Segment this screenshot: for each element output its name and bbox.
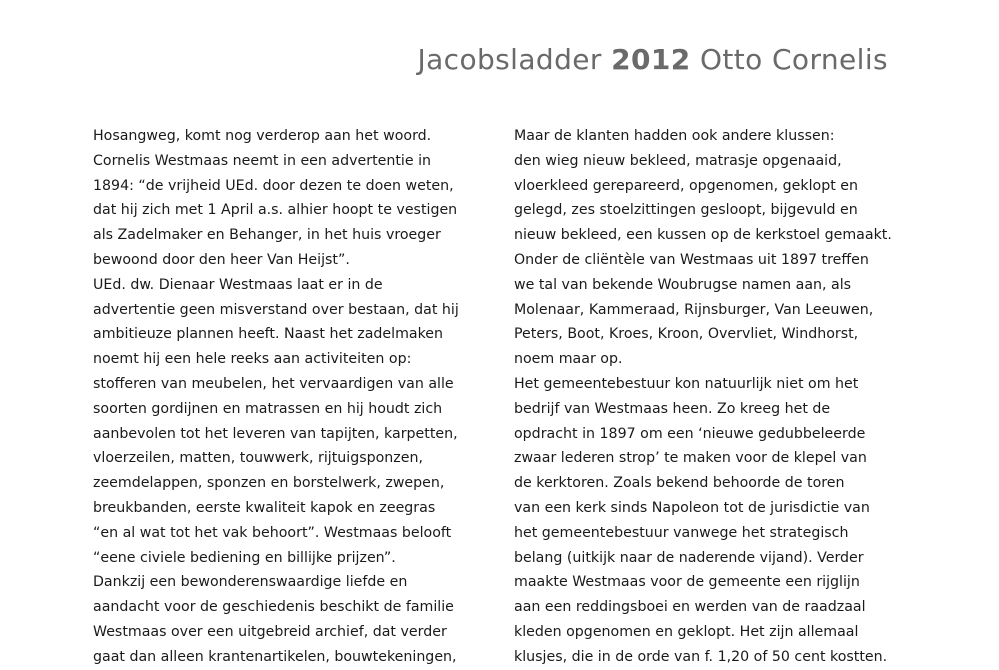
text-line: klusjes, die in de orde van f. 1,20 of 50 cent kostten. [514,648,888,665]
text-line: gelegd, zes stoelzittingen gesloopt, bijgevuld en [514,202,858,219]
text-line: vloerzeilen, matten, touwwerk, rijtuigsponzen, [93,450,423,467]
text-line: aandacht voor de geschiedenis beschikt de familie [93,599,454,616]
text-line: van een kerk sinds Napoleon tot de jurisdictie van [514,499,870,516]
text-line: aan een reddingsboei en werden van de raadzaal [514,599,866,616]
text-line: Westmaas over een uitgebreid archief, dat verder [93,623,447,640]
text-line: breukbanden, eerste kwaliteit kapok en zeegras [93,499,436,516]
text-line: opdracht in 1897 om een ‘nieuwe gedubbeleerde [514,425,866,442]
text-line: belang (uitkijk naar de naderende vijand). Verder [514,549,864,566]
text-line: stofferen van meubelen, het vervaardigen van alle [93,375,454,392]
text-line: het gemeentebestuur vanwege het strategisch [514,524,849,541]
text-line: Onder de cliëntèle van Westmaas uit 1897 treffen [514,251,869,268]
text-line: aanbevolen tot het leveren van tapijten, karpetten, [93,425,458,442]
text-line: noem maar op. [514,351,623,368]
text-line: UEd. dw. Dienaar Westmaas laat er in de [93,276,383,293]
text-line: noemt hij een hele reeks aan activiteiten op: [93,351,412,368]
text-line: de kerktoren. Zoals bekend behoorde de toren [514,475,845,492]
right-text-column [514,124,899,670]
text-line: Peters, Boot, Kroes, Kroon, Overvliet, Windhorst, [514,326,859,343]
text-line: maakte Westmaas voor de gemeente een rijglijn [514,574,860,591]
text-line: “eene civiele bediening en billijke prijzen”. [93,549,396,566]
page-header [417,43,888,76]
text-line: dat hij zich met 1 April a.s. alhier hoopt te vestigen [93,202,458,219]
text-line: Hosangweg, komt nog verderop aan het woord. [93,128,432,144]
header-year: 2012 [611,43,691,76]
text-line: Molenaar, Kammeraad, Rijnsburger, Van Leeuwen, [514,301,874,318]
text-line: bewoond door den heer Van Heijst”. [93,251,350,268]
text-line: advertentie geen misverstand over bestaan, dat hij [93,301,459,318]
text-line: ambitieuze plannen heeft. Naast het zadelmaken [93,326,444,343]
left-text-column [93,124,478,670]
text-line: vloerkleed gerepareerd, opgenomen, geklopt en [514,177,859,194]
text-line: nieuw bekleed, een kussen op de kerkstoel gemaakt. [514,227,892,244]
text-line: Het gemeentebestuur kon natuurlijk niet om het [514,375,859,392]
text-line: soorten gordijnen en matrassen en hij houdt zich [93,400,443,417]
text-line: Cornelis Westmaas neemt in een advertentie in [93,152,432,169]
text-line: gaat dan alleen krantenartikelen, bouwtekeningen, [93,648,457,665]
text-line: 1894: “de vrijheid UEd. door dezen te doen weten, [93,177,454,194]
header-title: Jacobsladder [417,43,602,76]
header-author: Otto Cornelis [699,43,888,76]
text-line: kleden opgenomen en geklopt. Het zijn allemaal [514,623,859,640]
text-line: zwaar lederen strop’ te maken voor de klepel van [514,450,867,467]
text-line: we tal van bekende Woubrugse namen aan, als [514,276,852,293]
text-line: den wieg nieuw bekleed, matrasje opgenaaid, [514,152,842,169]
text-line: “en al wat tot het vak behoort”. Westmaas belooft [93,524,452,541]
text-line: zeemdelappen, sponzen en borstelwerk, zwepen, [93,475,445,492]
text-line: Maar de klanten hadden ook andere klussen: [514,128,835,144]
text-line: Dankzij een bewonderenswaardige liefde en [93,574,408,591]
text-line: bedrijf van Westmaas heen. Zo kreeg het de [514,400,831,417]
text-line: als Zadelmaker en Behanger, in het huis vroeger [93,227,441,244]
